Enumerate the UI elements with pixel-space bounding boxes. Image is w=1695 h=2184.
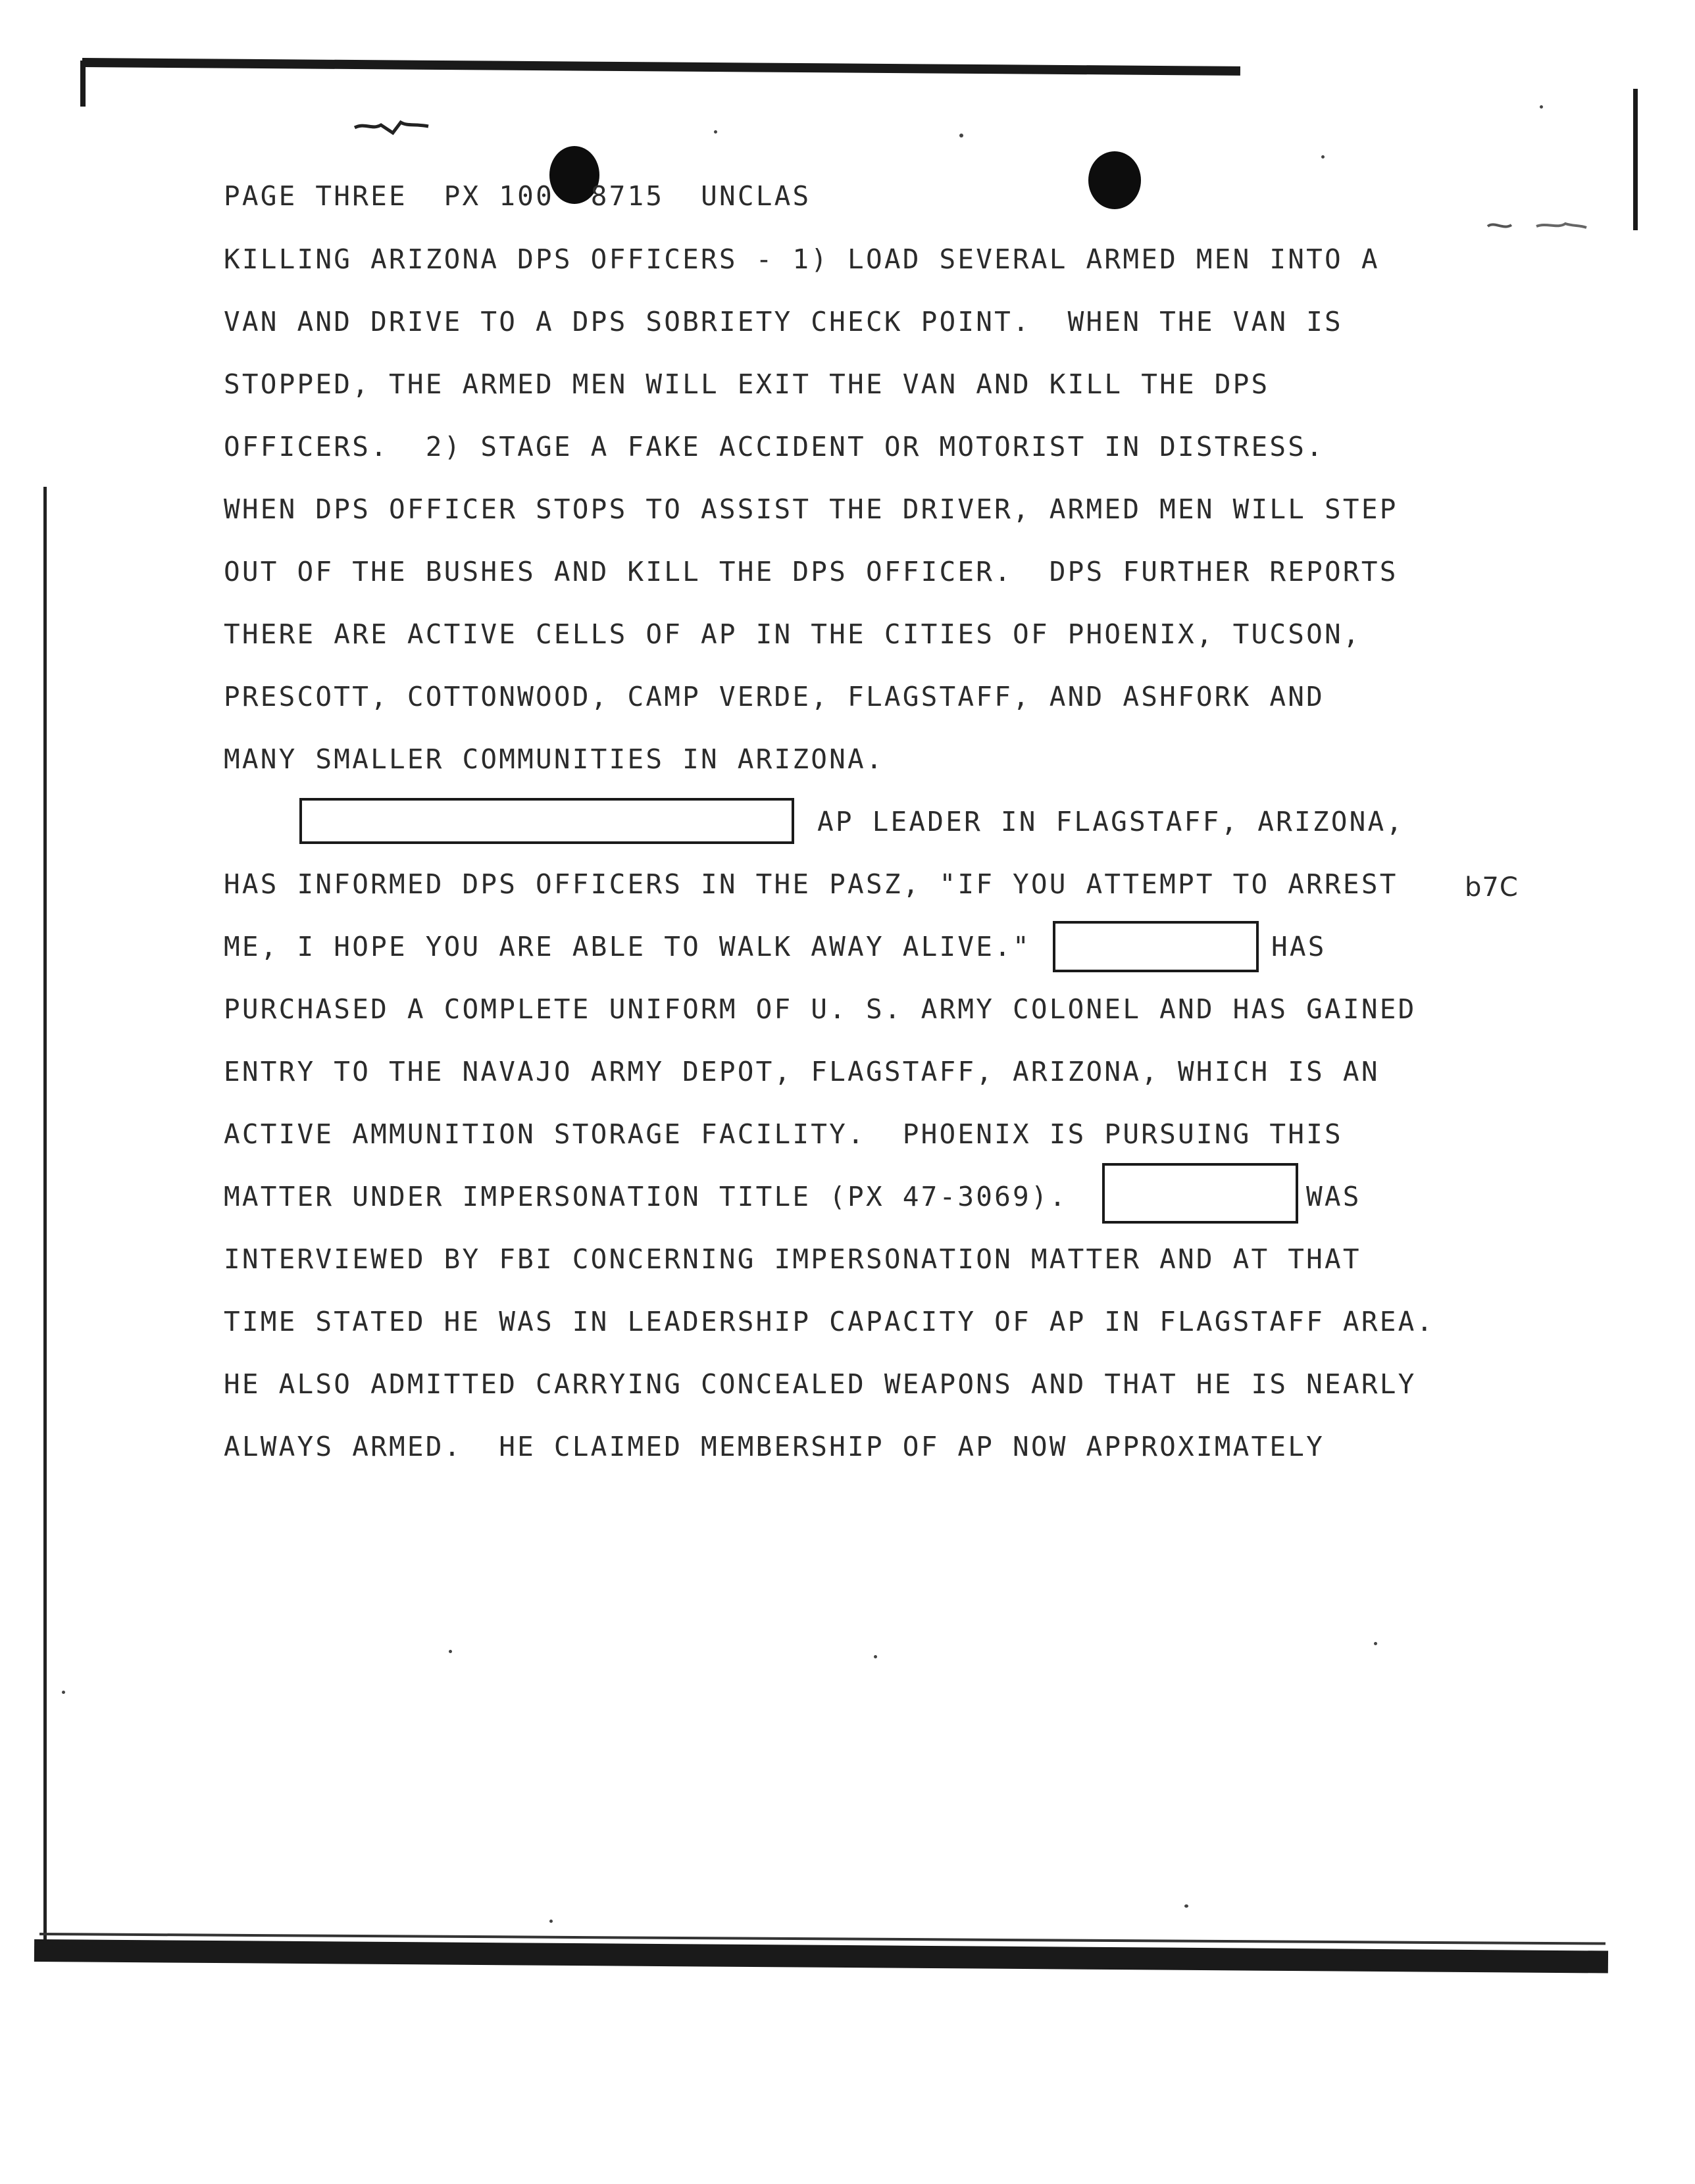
body-line: PURCHASED A COMPLETE UNIFORM OF U. S. ARMY COLONEL AND HAS GAINED (224, 993, 1417, 1025)
body-line: VAN AND DRIVE TO A DPS SOBRIETY CHECK POINT. WHEN THE VAN IS (224, 306, 1343, 337)
scan-border-bottom (34, 1939, 1608, 1973)
body-line: ALWAYS ARMED. HE CLAIMED MEMBERSHIP OF AP NOW APPROXIMATELY (224, 1431, 1325, 1462)
scan-speck (714, 130, 717, 134)
body-line: WHEN DPS OFFICER STOPS TO ASSIST THE DRIVER, ARMED MEN WILL STEP (224, 493, 1398, 525)
scan-speck (1374, 1642, 1377, 1645)
page-label: PAGE THREE (224, 180, 407, 212)
file-suffix: 8715 (590, 180, 665, 212)
scan-speck (874, 1655, 877, 1658)
body-line: PRESCOTT, COTTONWOOD, CAMP VERDE, FLAGSTAFF, AND ASHFORK AND (224, 681, 1325, 712)
body-line: ACTIVE AMMUNITION STORAGE FACILITY. PHOENIX IS PURSUING THIS (224, 1118, 1343, 1150)
punch-hole (1088, 151, 1141, 209)
file-prefix: PX (443, 180, 481, 212)
body-line: ENTRY TO THE NAVAJO ARMY DEPOT, FLAGSTAFF, ARIZONA, WHICH IS AN (224, 1056, 1380, 1087)
scan-speck (62, 1691, 65, 1694)
body-line: TIME STATED HE WAS IN LEADERSHIP CAPACITY OF AP IN FLAGSTAFF AREA. (224, 1306, 1435, 1337)
body-line: OUT OF THE BUSHES AND KILL THE DPS OFFICER. DPS FURTHER REPORTS (224, 556, 1398, 587)
body-line: KILLING ARIZONA DPS OFFICERS - 1) LOAD SEVERAL ARMED MEN INTO A (224, 243, 1380, 275)
scribble-mark-right (1484, 217, 1589, 236)
scan-border-right (1633, 89, 1638, 230)
scan-speck (549, 1920, 553, 1923)
body-line: OFFICERS. 2) STAGE A FAKE ACCIDENT OR MOTORIST IN DISTRESS. (224, 431, 1325, 462)
redaction-box (299, 798, 794, 844)
body-line: WAS (1306, 1181, 1361, 1212)
scan-speck (449, 1650, 452, 1653)
scan-speck (1321, 155, 1325, 159)
scan-speck (1540, 105, 1543, 109)
body-line: HAS INFORMED DPS OFFICERS IN THE PASZ, "IF YOU ATTEMPT TO ARREST (224, 868, 1398, 900)
body-line: HE ALSO ADMITTED CARRYING CONCEALED WEAPONS AND THAT HE IS NEARLY (224, 1368, 1417, 1400)
scan-speck (1184, 1904, 1188, 1908)
redaction-box (1053, 921, 1259, 972)
scan-border-left-top (80, 61, 86, 107)
scan-border-left (43, 487, 47, 1954)
body-line: ME, I HOPE YOU ARE ABLE TO WALK AWAY ALIVE." (224, 931, 1031, 962)
classification-marking: UNCLAS (701, 180, 811, 212)
exemption-code-note: b7C (1465, 872, 1519, 903)
scribble-mark (352, 113, 431, 139)
document-header (224, 180, 811, 212)
scan-border-top (82, 58, 1240, 76)
body-line: HAS (1271, 931, 1327, 962)
body-line: INTERVIEWED BY FBI CONCERNING IMPERSONATION MATTER AND AT THAT (224, 1243, 1361, 1275)
body-line: MANY SMALLER COMMUNITIES IN ARIZONA. (224, 743, 884, 775)
body-line: THERE ARE ACTIVE CELLS OF AP IN THE CITIES OF PHOENIX, TUCSON, (224, 618, 1361, 650)
body-line: MATTER UNDER IMPERSONATION TITLE (PX 47-3069). (224, 1181, 1068, 1212)
scan-speck (959, 134, 963, 137)
redaction-box (1102, 1163, 1298, 1224)
body-line: AP LEADER IN FLAGSTAFF, ARIZONA, (817, 806, 1405, 837)
body-line: STOPPED, THE ARMED MEN WILL EXIT THE VAN AND KILL THE DPS (224, 368, 1270, 400)
file-number: 100 (499, 180, 554, 212)
